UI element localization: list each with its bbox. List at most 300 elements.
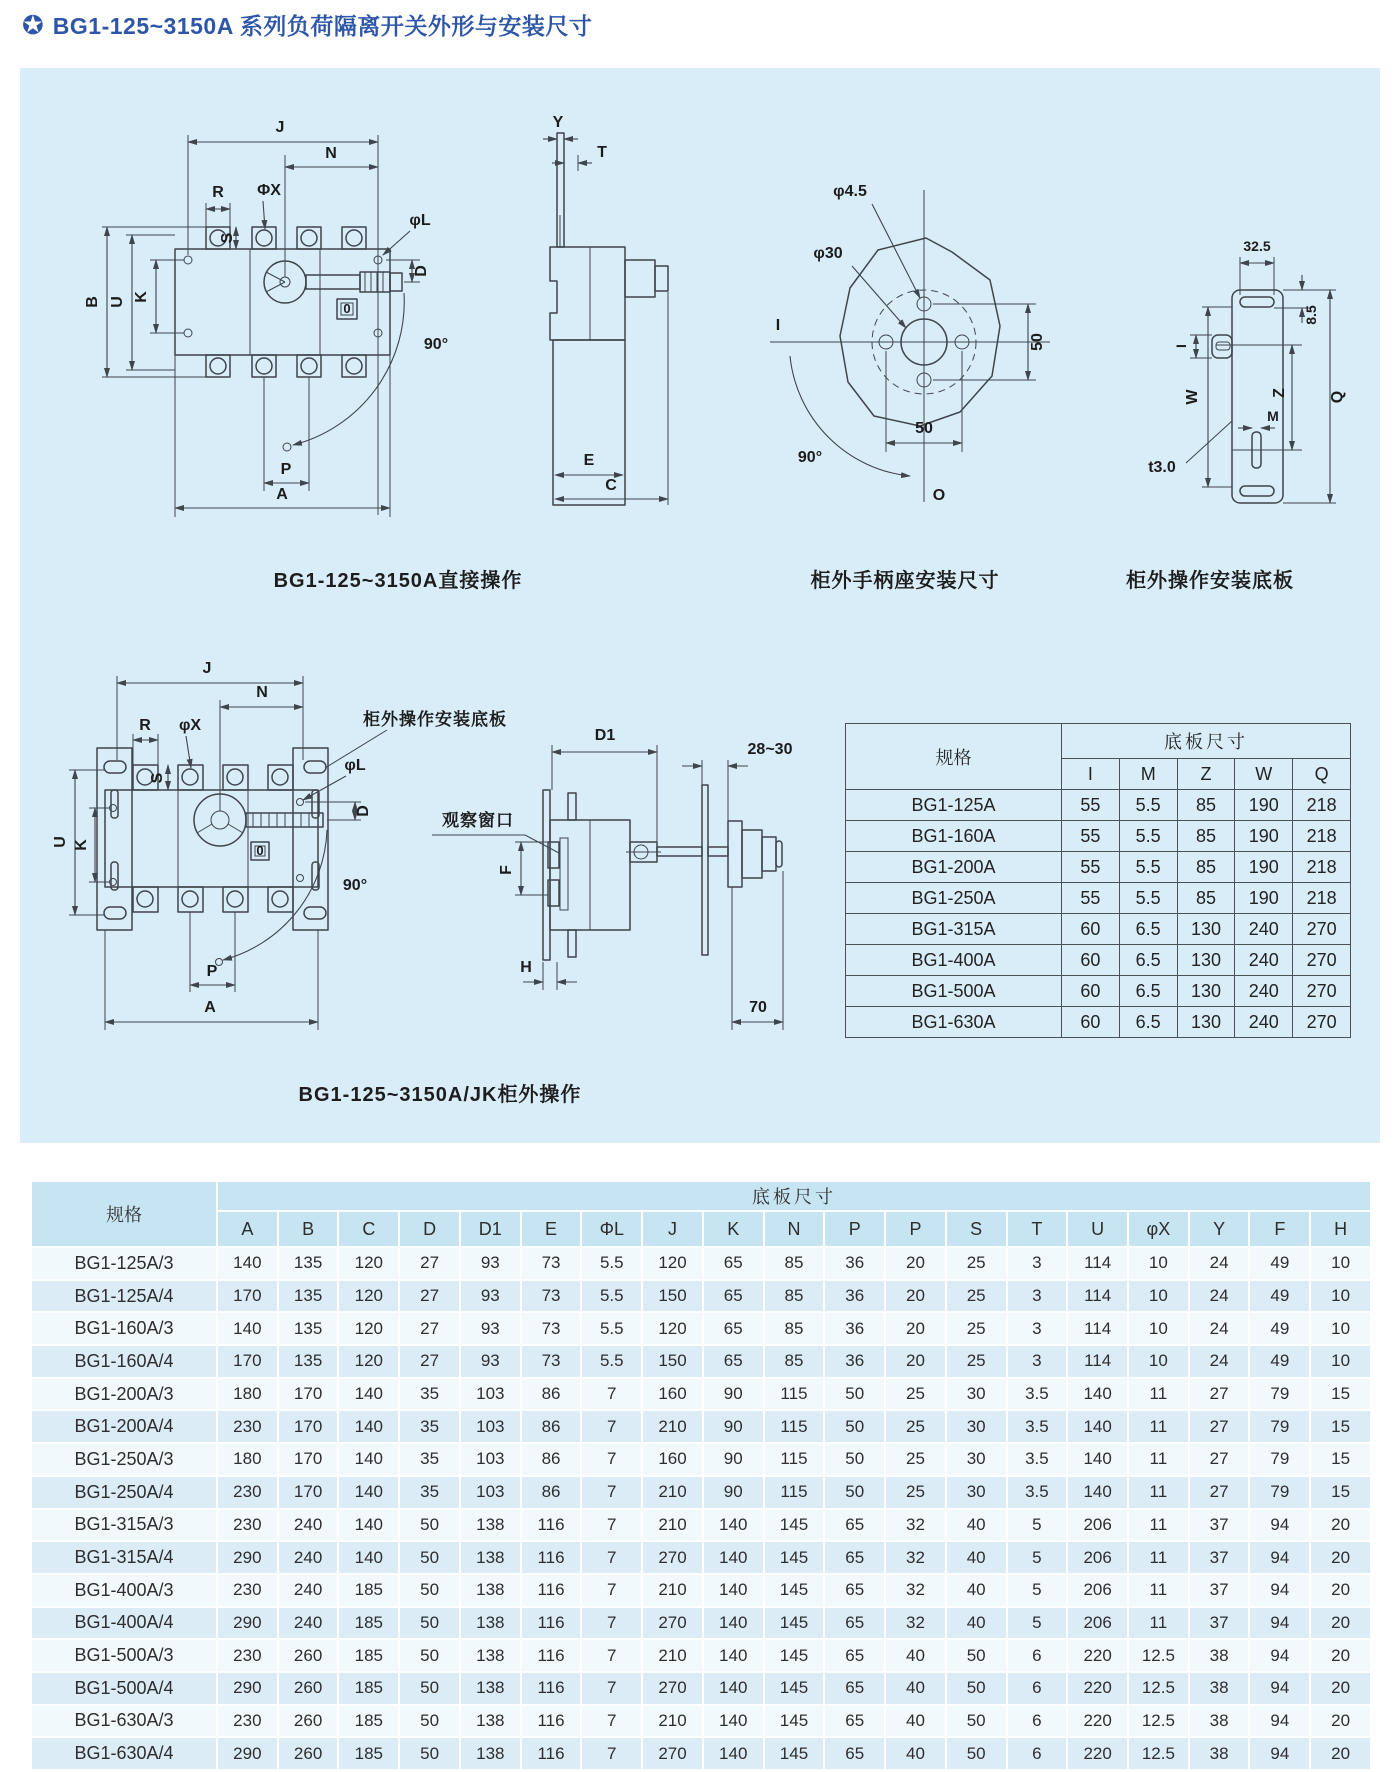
value-cell: 50	[399, 1574, 460, 1607]
value-cell: 55	[1062, 790, 1120, 821]
spec-cell: BG1-200A	[846, 852, 1062, 883]
value-cell: 20	[1310, 1639, 1371, 1672]
value-cell: 120	[642, 1247, 703, 1280]
value-cell: 20	[1310, 1607, 1371, 1640]
value-cell: 185	[338, 1607, 399, 1640]
value-cell: 220	[1067, 1672, 1128, 1705]
value-cell: 5.5	[1119, 790, 1177, 821]
table-row	[846, 914, 1351, 945]
dim-label-D: D	[355, 805, 372, 817]
value-cell: 206	[1067, 1574, 1128, 1607]
value-cell: 40	[946, 1607, 1007, 1640]
value-cell: 115	[764, 1378, 825, 1411]
value-cell: 145	[764, 1541, 825, 1574]
value-cell: 115	[764, 1410, 825, 1443]
value-cell: 7	[581, 1410, 642, 1443]
value-cell: 27	[399, 1247, 460, 1280]
value-cell: 85	[764, 1312, 825, 1345]
value-cell: 170	[217, 1345, 278, 1378]
value-cell: 140	[338, 1509, 399, 1542]
value-cell: 210	[642, 1509, 703, 1542]
value-cell: 37	[1189, 1509, 1250, 1542]
column-header: P	[885, 1211, 946, 1247]
spec-cell: BG1-200A/3	[31, 1378, 217, 1411]
page-header	[22, 8, 592, 41]
dim-label-A: A	[204, 999, 216, 1016]
value-cell: 116	[521, 1607, 582, 1640]
value-cell: 11	[1128, 1378, 1189, 1411]
value-cell: 140	[703, 1737, 764, 1770]
value-cell: 60	[1062, 976, 1120, 1007]
value-cell: 11	[1128, 1443, 1189, 1476]
value-cell: 60	[1062, 945, 1120, 976]
value-cell: 86	[521, 1443, 582, 1476]
value-cell: 30	[946, 1410, 1007, 1443]
value-cell: 94	[1249, 1574, 1310, 1607]
value-cell: 36	[824, 1345, 885, 1378]
value-cell: 150	[642, 1345, 703, 1378]
table-row	[31, 1737, 1371, 1770]
value-cell: 230	[217, 1639, 278, 1672]
table-row	[846, 821, 1351, 852]
spec-cell: BG1-160A	[846, 821, 1062, 852]
value-cell: 140	[1067, 1443, 1128, 1476]
table-row	[31, 1476, 1371, 1509]
dim-label-H: H	[520, 959, 532, 976]
value-cell: 79	[1249, 1476, 1310, 1509]
value-cell: 10	[1310, 1247, 1371, 1280]
value-cell: 32	[885, 1574, 946, 1607]
value-cell: 20	[1310, 1574, 1371, 1607]
value-cell: 190	[1235, 790, 1293, 821]
value-cell: 15	[1310, 1378, 1371, 1411]
table-row	[31, 1312, 1371, 1345]
value-cell: 15	[1310, 1443, 1371, 1476]
column-header: B	[278, 1211, 339, 1247]
value-cell: 11	[1128, 1509, 1189, 1542]
value-cell: 218	[1293, 852, 1351, 883]
dim-label-U: U	[109, 296, 126, 308]
value-cell: 185	[338, 1574, 399, 1607]
value-cell: 116	[521, 1541, 582, 1574]
column-header: Z	[1177, 759, 1235, 790]
column-header: U	[1067, 1211, 1128, 1247]
column-header: P	[824, 1211, 885, 1247]
value-cell: 10	[1310, 1312, 1371, 1345]
value-cell: 90	[703, 1378, 764, 1411]
value-cell: 5	[1007, 1574, 1068, 1607]
value-cell: 5	[1007, 1509, 1068, 1542]
value-cell: 180	[217, 1443, 278, 1476]
label-O-position: O	[932, 487, 946, 504]
value-cell: 3	[1007, 1247, 1068, 1280]
value-cell: 90	[703, 1410, 764, 1443]
spec-header: 规格	[31, 1181, 217, 1247]
value-cell: 49	[1249, 1247, 1310, 1280]
spec-cell: BG1-315A	[846, 914, 1062, 945]
value-cell: 140	[703, 1705, 764, 1738]
column-header: φX	[1128, 1211, 1189, 1247]
column-header: S	[946, 1211, 1007, 1247]
value-cell: 170	[278, 1410, 339, 1443]
spec-cell: BG1-200A/4	[31, 1410, 217, 1443]
value-cell: 138	[460, 1607, 521, 1640]
dim-label-Z: Z	[1271, 388, 1288, 398]
value-cell: 10	[1128, 1345, 1189, 1378]
value-cell: 116	[521, 1574, 582, 1607]
value-cell: 103	[460, 1476, 521, 1509]
value-cell: 15	[1310, 1410, 1371, 1443]
dim-label-U: U	[52, 836, 69, 848]
dim-label-S: S	[149, 772, 166, 784]
value-cell: 6	[1007, 1672, 1068, 1705]
value-cell: 103	[460, 1410, 521, 1443]
value-cell: 3.5	[1007, 1476, 1068, 1509]
caption-base-plate: 柜外操作安装底板	[1126, 570, 1294, 592]
value-cell: 65	[703, 1280, 764, 1313]
value-cell: 25	[885, 1378, 946, 1411]
value-cell: 138	[460, 1574, 521, 1607]
column-header: E	[521, 1211, 582, 1247]
group-header: 底板尺寸	[1062, 724, 1351, 759]
value-cell: 79	[1249, 1443, 1310, 1476]
value-cell: 260	[278, 1639, 339, 1672]
value-cell: 116	[521, 1705, 582, 1738]
value-cell: 218	[1293, 790, 1351, 821]
value-cell: 140	[338, 1378, 399, 1411]
spec-cell: BG1-315A/4	[31, 1541, 217, 1574]
value-cell: 6.5	[1119, 945, 1177, 976]
dim-label-phiL: φL	[344, 757, 366, 774]
value-cell: 27	[1189, 1378, 1250, 1411]
value-cell: 85	[764, 1247, 825, 1280]
value-cell: 50	[946, 1672, 1007, 1705]
table-row	[846, 790, 1351, 821]
value-cell: 260	[278, 1737, 339, 1770]
spec-cell: BG1-500A	[846, 976, 1062, 1007]
value-cell: 20	[1310, 1672, 1371, 1705]
table-row	[31, 1247, 1371, 1280]
column-header: D1	[460, 1211, 521, 1247]
value-cell: 138	[460, 1737, 521, 1770]
value-cell: 145	[764, 1607, 825, 1640]
dim-label-R: R	[139, 717, 151, 734]
value-cell: 5.5	[581, 1247, 642, 1280]
value-cell: 20	[885, 1312, 946, 1345]
value-cell: 138	[460, 1672, 521, 1705]
dim-label-S: S	[219, 232, 236, 244]
value-cell: 140	[1067, 1476, 1128, 1509]
value-cell: 220	[1067, 1639, 1128, 1672]
value-cell: 103	[460, 1443, 521, 1476]
spec-cell: BG1-400A/3	[31, 1574, 217, 1607]
value-cell: 24	[1189, 1345, 1250, 1378]
value-cell: 73	[521, 1345, 582, 1378]
value-cell: 218	[1293, 883, 1351, 914]
value-cell: 3.5	[1007, 1443, 1068, 1476]
value-cell: 170	[278, 1476, 339, 1509]
dim-label-90deg: 90°	[797, 449, 823, 466]
value-cell: 38	[1189, 1672, 1250, 1705]
value-cell: 40	[885, 1639, 946, 1672]
table-row	[31, 1607, 1371, 1640]
value-cell: 86	[521, 1476, 582, 1509]
value-cell: 7	[581, 1476, 642, 1509]
value-cell: 36	[824, 1280, 885, 1313]
value-cell: 140	[703, 1574, 764, 1607]
value-cell: 94	[1249, 1737, 1310, 1770]
value-cell: 115	[764, 1476, 825, 1509]
value-cell: 40	[885, 1737, 946, 1770]
dim-label-E: E	[583, 452, 595, 469]
value-cell: 65	[824, 1737, 885, 1770]
value-cell: 270	[642, 1607, 703, 1640]
table-row	[846, 976, 1351, 1007]
value-cell: 30	[946, 1443, 1007, 1476]
value-cell: 218	[1293, 821, 1351, 852]
spec-cell: BG1-160A/4	[31, 1345, 217, 1378]
base-plate-callout: 柜外操作安装底板	[363, 710, 507, 729]
value-cell: 260	[278, 1672, 339, 1705]
value-cell: 185	[338, 1705, 399, 1738]
value-cell: 140	[703, 1607, 764, 1640]
dim-label-Y: Y	[552, 114, 564, 131]
value-cell: 5.5	[581, 1345, 642, 1378]
table-row	[31, 1280, 1371, 1313]
value-cell: 85	[764, 1280, 825, 1313]
value-cell: 50	[824, 1476, 885, 1509]
value-cell: 35	[399, 1443, 460, 1476]
value-cell: 20	[1310, 1509, 1371, 1542]
value-cell: 135	[278, 1280, 339, 1313]
value-cell: 20	[885, 1345, 946, 1378]
value-cell: 230	[217, 1476, 278, 1509]
base-plate-size-table	[845, 723, 1351, 1038]
value-cell: 60	[1062, 1007, 1120, 1038]
value-cell: 240	[1235, 914, 1293, 945]
value-cell: 50	[946, 1639, 1007, 1672]
value-cell: 94	[1249, 1639, 1310, 1672]
spec-cell: BG1-125A/3	[31, 1247, 217, 1280]
spec-cell: BG1-400A/4	[31, 1607, 217, 1640]
spec-cell: BG1-125A	[846, 790, 1062, 821]
column-header: M	[1119, 759, 1177, 790]
column-header: D	[399, 1211, 460, 1247]
value-cell: 210	[642, 1410, 703, 1443]
value-cell: 140	[703, 1639, 764, 1672]
value-cell: 270	[642, 1737, 703, 1770]
value-cell: 138	[460, 1639, 521, 1672]
value-cell: 240	[278, 1509, 339, 1542]
value-cell: 85	[1177, 883, 1235, 914]
value-cell: 138	[460, 1541, 521, 1574]
value-cell: 290	[217, 1672, 278, 1705]
value-cell: 10	[1310, 1280, 1371, 1313]
column-header: T	[1007, 1211, 1068, 1247]
value-cell: 138	[460, 1705, 521, 1738]
dim-label-28-30: 28~30	[747, 741, 793, 758]
value-cell: 116	[521, 1737, 582, 1770]
value-cell: 140	[703, 1672, 764, 1705]
value-cell: 24	[1189, 1280, 1250, 1313]
dim-label-70: 70	[749, 999, 767, 1016]
table-row	[31, 1541, 1371, 1574]
value-cell: 140	[338, 1476, 399, 1509]
value-cell: 65	[824, 1607, 885, 1640]
value-cell: 25	[946, 1280, 1007, 1313]
value-cell: 120	[338, 1280, 399, 1313]
value-cell: 240	[1235, 945, 1293, 976]
dim-label-D1: D1	[594, 727, 616, 744]
dim-label-h50: 50	[915, 420, 933, 437]
value-cell: 140	[338, 1541, 399, 1574]
value-cell: 11	[1128, 1574, 1189, 1607]
value-cell: 120	[338, 1345, 399, 1378]
value-cell: 15	[1310, 1476, 1371, 1509]
value-cell: 6.5	[1119, 914, 1177, 945]
value-cell: 50	[824, 1410, 885, 1443]
value-cell: 50	[399, 1737, 460, 1770]
value-cell: 140	[1067, 1378, 1128, 1411]
value-cell: 38	[1189, 1639, 1250, 1672]
table-row	[846, 852, 1351, 883]
value-cell: 230	[217, 1574, 278, 1607]
value-cell: 120	[338, 1312, 399, 1345]
value-cell: 90	[703, 1476, 764, 1509]
value-cell: 30	[946, 1378, 1007, 1411]
value-cell: 180	[217, 1378, 278, 1411]
value-cell: 145	[764, 1672, 825, 1705]
spec-cell: BG1-500A/3	[31, 1639, 217, 1672]
value-cell: 32	[885, 1541, 946, 1574]
value-cell: 10	[1310, 1345, 1371, 1378]
value-cell: 115	[764, 1443, 825, 1476]
value-cell: 210	[642, 1574, 703, 1607]
dim-label-phi30: φ30	[813, 245, 843, 262]
value-cell: 50	[399, 1639, 460, 1672]
value-cell: 140	[217, 1312, 278, 1345]
value-cell: 27	[1189, 1410, 1250, 1443]
table-row	[31, 1672, 1371, 1705]
value-cell: 11	[1128, 1607, 1189, 1640]
value-cell: 27	[399, 1280, 460, 1313]
value-cell: 5.5	[581, 1312, 642, 1345]
value-cell: 94	[1249, 1705, 1310, 1738]
value-cell: 73	[521, 1312, 582, 1345]
value-cell: 7	[581, 1705, 642, 1738]
value-cell: 130	[1177, 976, 1235, 1007]
value-cell: 290	[217, 1737, 278, 1770]
value-cell: 93	[460, 1345, 521, 1378]
spec-cell: BG1-630A/4	[31, 1737, 217, 1770]
value-cell: 12.5	[1128, 1672, 1189, 1705]
value-cell: 170	[278, 1378, 339, 1411]
table-row	[31, 1378, 1371, 1411]
value-cell: 65	[703, 1345, 764, 1378]
value-cell: 20	[1310, 1737, 1371, 1770]
value-cell: 60	[1062, 914, 1120, 945]
dim-label-N: N	[256, 684, 268, 701]
value-cell: 7	[581, 1509, 642, 1542]
value-cell: 220	[1067, 1705, 1128, 1738]
value-cell: 93	[460, 1312, 521, 1345]
dim-label-phiL: φL	[409, 212, 431, 229]
value-cell: 94	[1249, 1672, 1310, 1705]
value-cell: 38	[1189, 1705, 1250, 1738]
table-row	[31, 1443, 1371, 1476]
dim-label-phiX: ΦX	[257, 182, 281, 199]
spec-cell: BG1-315A/3	[31, 1509, 217, 1542]
table-row	[31, 1345, 1371, 1378]
spec-cell: BG1-500A/4	[31, 1672, 217, 1705]
column-header: H	[1310, 1211, 1371, 1247]
dim-label-F: F	[498, 865, 515, 875]
value-cell: 206	[1067, 1509, 1128, 1542]
value-cell: 190	[1235, 821, 1293, 852]
value-cell: 50	[946, 1737, 1007, 1770]
dim-label-phiX: φX	[178, 717, 202, 734]
value-cell: 3	[1007, 1345, 1068, 1378]
value-cell: 49	[1249, 1312, 1310, 1345]
value-cell: 135	[278, 1312, 339, 1345]
column-header: N	[764, 1211, 825, 1247]
value-cell: 138	[460, 1509, 521, 1542]
column-header: W	[1235, 759, 1293, 790]
value-cell: 130	[1177, 914, 1235, 945]
value-cell: 206	[1067, 1541, 1128, 1574]
value-cell: 3	[1007, 1312, 1068, 1345]
observation-window-callout: 观察窗口	[442, 811, 514, 830]
value-cell: 290	[217, 1541, 278, 1574]
spec-cell: BG1-250A/3	[31, 1443, 217, 1476]
value-cell: 94	[1249, 1509, 1310, 1542]
value-cell: 230	[217, 1705, 278, 1738]
dim-label-I: I	[1173, 344, 1189, 348]
value-cell: 230	[217, 1410, 278, 1443]
value-cell: 20	[885, 1247, 946, 1280]
value-cell: 65	[824, 1672, 885, 1705]
value-cell: 65	[824, 1509, 885, 1542]
value-cell: 116	[521, 1639, 582, 1672]
value-cell: 190	[1235, 883, 1293, 914]
column-header: K	[703, 1211, 764, 1247]
dim-label-J: J	[202, 660, 212, 677]
value-cell: 25	[885, 1410, 946, 1443]
value-cell: 210	[642, 1476, 703, 1509]
value-cell: 40	[946, 1574, 1007, 1607]
value-cell: 140	[217, 1247, 278, 1280]
value-cell: 7	[581, 1639, 642, 1672]
caption-jk-operation: BG1-125~3150A/JK柜外操作	[298, 1084, 582, 1106]
page-title: BG1-125~3150A 系列负荷隔离开关外形与安装尺寸	[52, 13, 593, 39]
value-cell: 55	[1062, 852, 1120, 883]
value-cell: 140	[703, 1509, 764, 1542]
value-cell: 50	[399, 1705, 460, 1738]
value-cell: 7	[581, 1607, 642, 1640]
value-cell: 240	[278, 1574, 339, 1607]
caption-direct-operation: BG1-125~3150A直接操作	[273, 570, 523, 592]
value-cell: 50	[824, 1378, 885, 1411]
value-cell: 94	[1249, 1607, 1310, 1640]
value-cell: 85	[764, 1345, 825, 1378]
value-cell: 73	[521, 1247, 582, 1280]
value-cell: 130	[1177, 1007, 1235, 1038]
value-cell: 36	[824, 1312, 885, 1345]
value-cell: 290	[217, 1607, 278, 1640]
dim-label-phi45: φ4.5	[833, 183, 867, 200]
spec-cell: BG1-250A	[846, 883, 1062, 914]
value-cell: 145	[764, 1509, 825, 1542]
